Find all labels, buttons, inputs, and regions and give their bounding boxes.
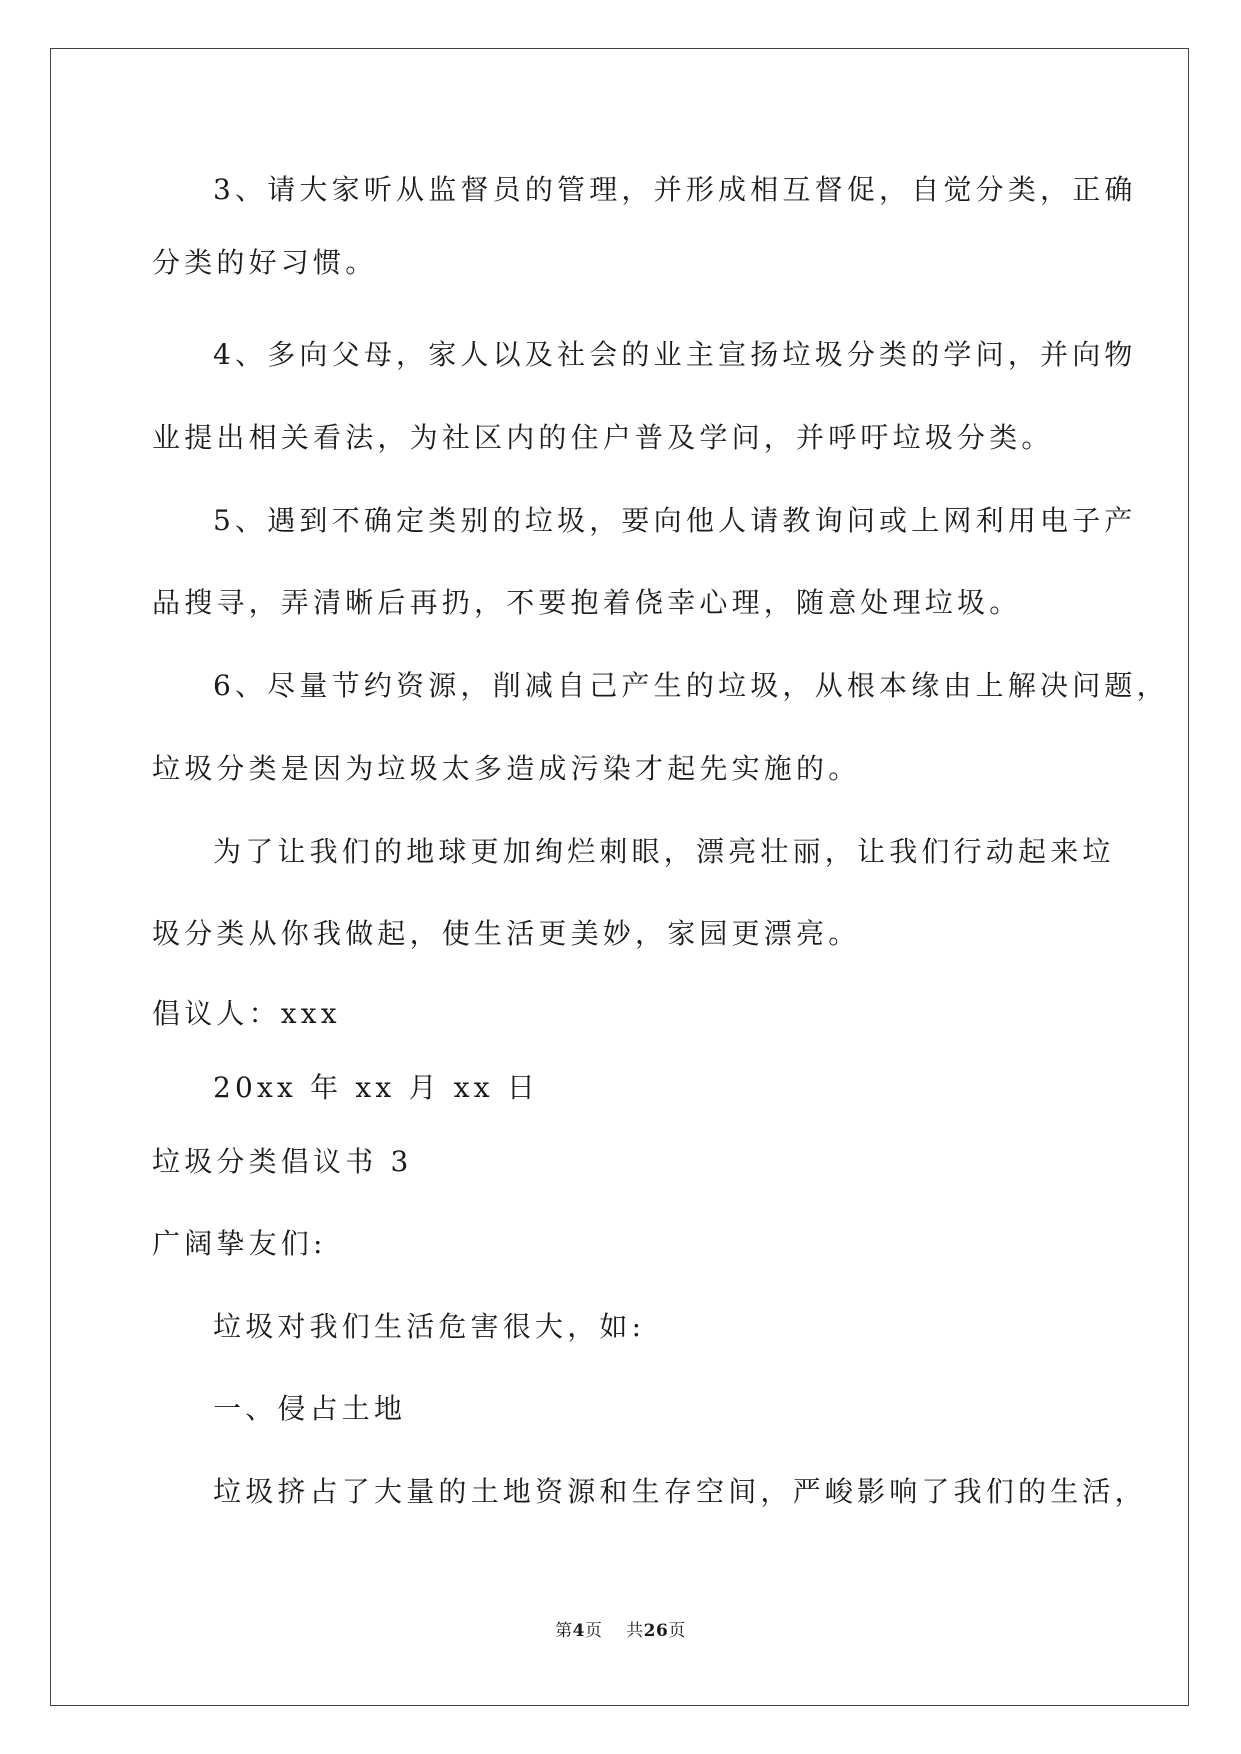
paragraph-line: 3、请大家听从监督员的管理，并形成相互督促，自觉分类，正确 — [213, 173, 1137, 206]
paragraph-line: 5、遇到不确定类别的垃圾，要向他人请教询问或上网利用电子产 — [213, 504, 1137, 537]
paragraph-line: 垃圾挤占了大量的土地资源和生存空间，严峻影响了我们的生活， — [213, 1475, 1147, 1508]
total-suffix: 页 — [668, 1621, 686, 1641]
date-line: 20xx 年 xx 月 xx 日 — [213, 1071, 540, 1104]
paragraph-line: 垃圾对我们生活危害很大，如: — [213, 1310, 646, 1343]
page-prefix: 第 — [555, 1621, 573, 1641]
subheading: 一、侵占土地 — [213, 1392, 407, 1425]
paragraph-line: 品搜寻，弄清晰后再扔，不要抱着侥幸心理，随意处理垃圾。 — [152, 586, 1022, 619]
section-title: 垃圾分类倡议书 3 — [152, 1145, 413, 1178]
salutation: 广阔挚友们: — [152, 1227, 327, 1260]
page-number: 4 — [572, 1621, 586, 1641]
paragraph-line: 分类的好习惯。 — [152, 246, 378, 279]
paragraph-line: 为了让我们的地球更加绚烂刺眼，漂亮壮丽，让我们行动起来垃 — [213, 835, 1115, 868]
page-border — [50, 48, 1189, 1706]
page-suffix: 页 — [585, 1621, 603, 1641]
paragraph-line: 6、尽量节约资源，削减自己产生的垃圾，从根本缘由上解决问题， — [213, 669, 1169, 702]
paragraph-line: 垃圾分类是因为垃圾太多造成污染才起先实施的。 — [152, 752, 861, 785]
total-pages: 26 — [643, 1621, 669, 1641]
paragraph-line: 圾分类从你我做起，使生活更美妙，家园更漂亮。 — [152, 917, 861, 950]
page-footer — [0, 1616, 1241, 1641]
paragraph-line: 业提出相关看法，为社区内的住户普及学问，并呼吁垃圾分类。 — [152, 421, 1054, 454]
paragraph-line: 4、多向父母，家人以及社会的业主宣扬垃圾分类的学问，并向物 — [213, 338, 1137, 371]
total-prefix: 共 — [626, 1621, 644, 1641]
signature-line: 倡议人：xxx — [152, 997, 341, 1030]
